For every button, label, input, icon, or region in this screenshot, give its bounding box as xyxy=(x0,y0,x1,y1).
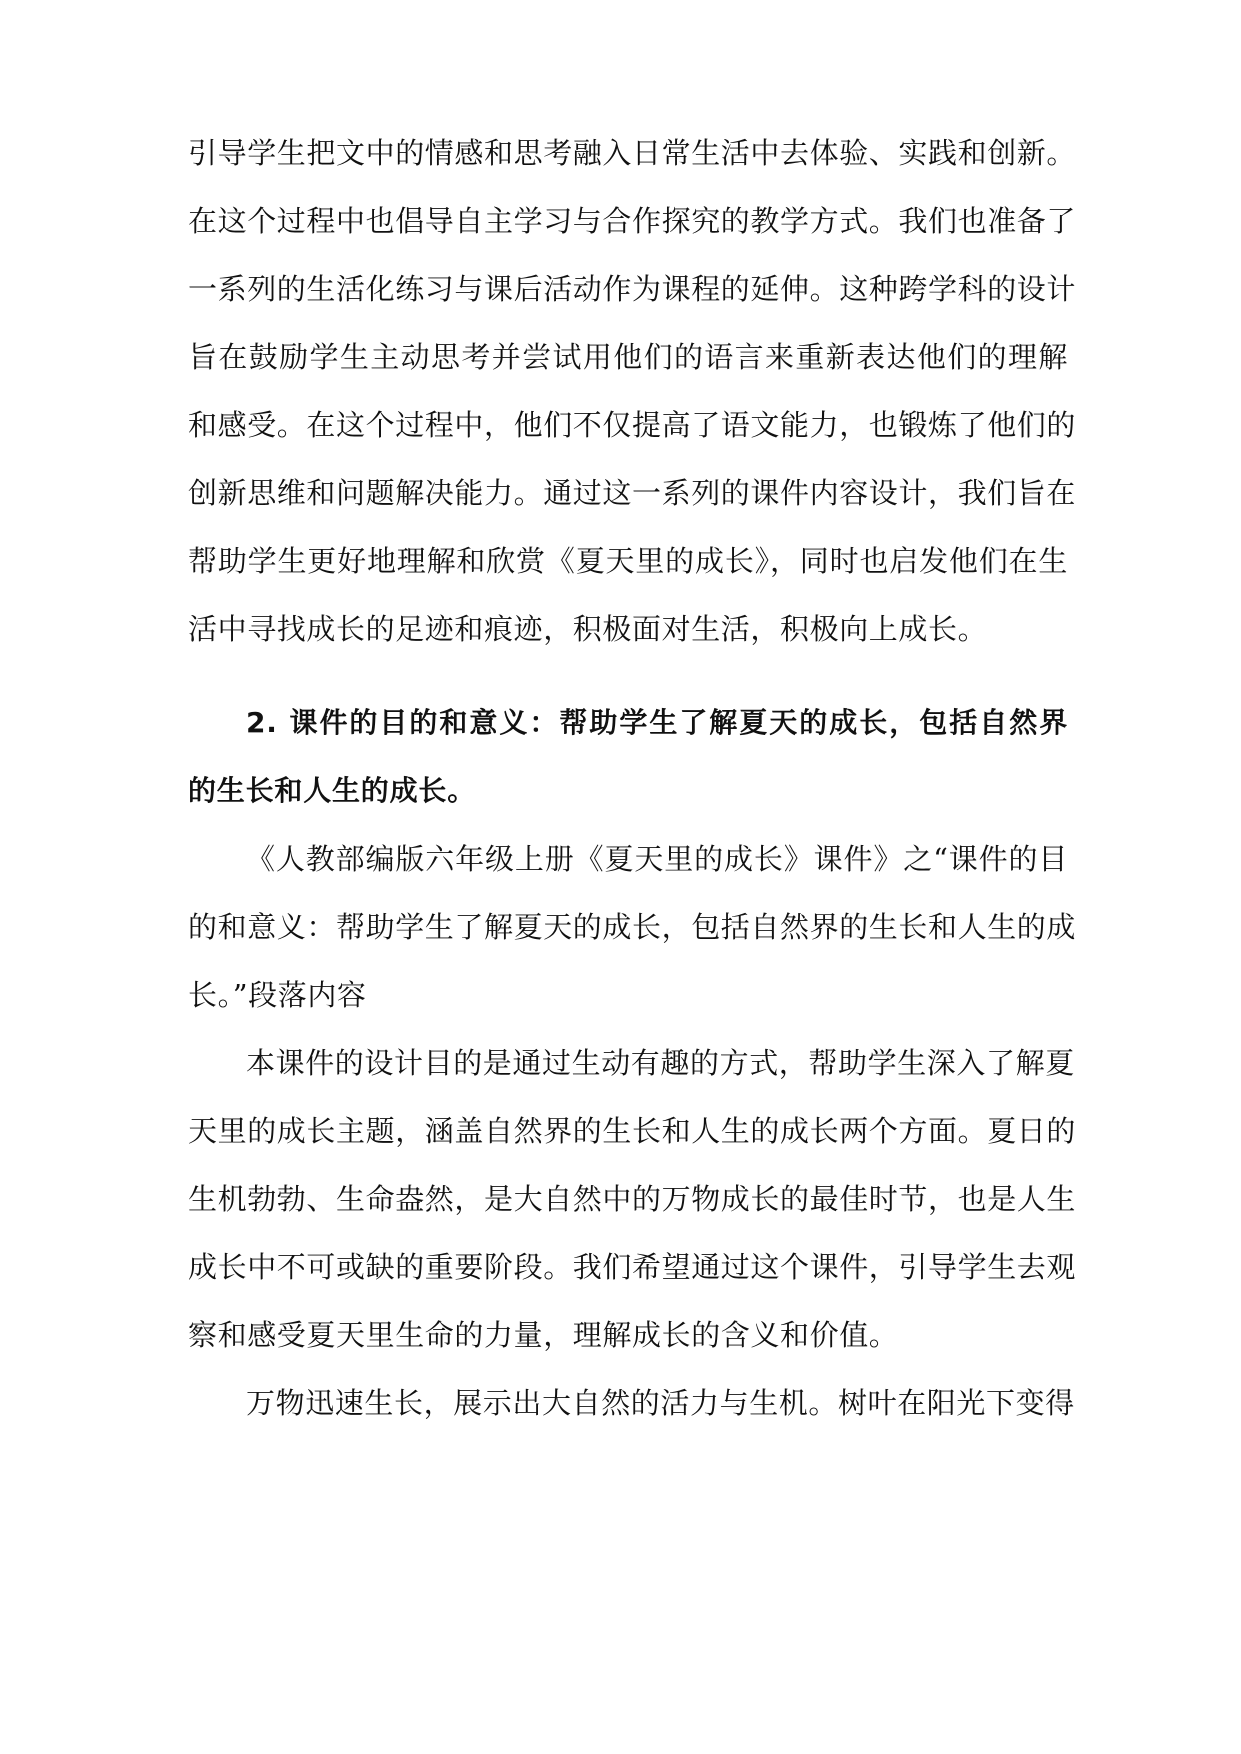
paragraph-1-line-6: 创新思维和问题解决能力。通过这一系列的课件内容设计，我们旨在 xyxy=(188,476,1077,510)
paragraph-3-line-3: 生机勃勃、生命盎然，是大自然中的万物成长的最佳时节，也是人生 xyxy=(188,1182,1077,1216)
paragraph-2-line-1: 《人教部编版六年级上册《夏天里的成长》课件》之“课件的目 xyxy=(246,842,1068,876)
paragraph-4-line-1: 万物迅速生长，展示出大自然的活力与生机。树叶在阳光下变得 xyxy=(246,1386,1075,1420)
paragraph-1-line-4: 旨在鼓励学生主动思考并尝试用他们的语言来重新表达他们的理解 xyxy=(188,340,1068,374)
paragraph-1-line-5: 和感受。在这个过程中，他们不仅提高了语文能力，也锻炼了他们的 xyxy=(188,408,1077,442)
paragraph-1-line-2: 在这个过程中也倡导自主学习与合作探究的教学方式。我们也准备了 xyxy=(188,204,1077,238)
paragraph-2-line-2: 的和意义：帮助学生了解夏天的成长，包括自然界的生长和人生的成 xyxy=(188,910,1077,944)
paragraph-2-line-3: 长。”段落内容 xyxy=(188,978,367,1012)
paragraph-3-line-2: 天里的成长主题，涵盖自然界的生长和人生的成长两个方面。夏日的 xyxy=(188,1114,1077,1148)
paragraph-1-line-7: 帮助学生更好地理解和欣赏《夏天里的成长》，同时也启发他们在生 xyxy=(188,544,1068,578)
paragraph-1-line-1: 引导学生把文中的情感和思考融入日常生活中去体验、实践和创新。 xyxy=(188,136,1077,170)
paragraph-1-line-3: 一系列的生活化练习与课后活动作为课程的延伸。这种跨学科的设计 xyxy=(188,272,1077,306)
paragraph-3-line-4: 成长中不可或缺的重要阶段。我们希望通过这个课件，引导学生去观 xyxy=(188,1250,1077,1284)
section-heading-line-1: 2. 课件的目的和意义：帮助学生了解夏天的成长，包括自然界 xyxy=(246,706,1068,739)
paragraph-3-line-1: 本课件的设计目的是通过生动有趣的方式，帮助学生深入了解夏 xyxy=(246,1046,1075,1080)
paragraph-1-line-8: 活中寻找成长的足迹和痕迹，积极面对生活，积极向上成长。 xyxy=(188,612,988,646)
paragraph-3-line-5: 察和感受夏天里生命的力量，理解成长的含义和价值。 xyxy=(188,1318,899,1352)
section-heading-line-2: 的生长和人生的成长。 xyxy=(188,774,477,807)
